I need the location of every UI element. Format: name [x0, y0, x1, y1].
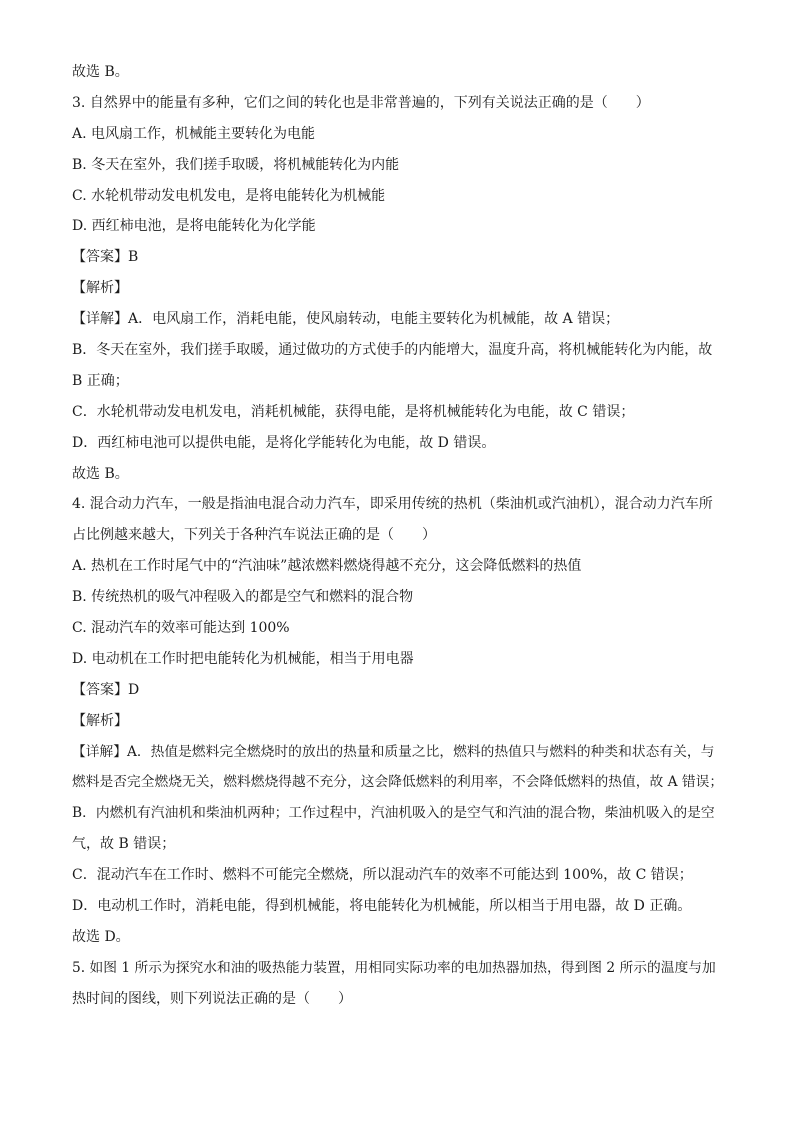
detail-line: C．水轮机带动发电机发电，消耗机械能，获得电能，是将机械能转化为电能，故 C 错误；	[72, 403, 635, 420]
question-4-stem: 占比例越来越大，下列关于各种汽车说法正确的是（ ）	[72, 527, 436, 544]
answer-label: 【答案】D	[72, 681, 140, 698]
text-line: 故选 B。	[72, 64, 129, 80]
answer-label: 【答案】B	[72, 249, 139, 266]
detail-line: B．冬天在室外，我们搓手取暖，通过做功的方式使手的内能增大，温度升高，将机械能转化为内能，故	[72, 342, 713, 359]
question-5-stem: 热时间的图线，则下列说法正确的是（ ）	[72, 990, 352, 1007]
question-4-option-c: C. 混动汽车的效率可能达到 100%	[72, 620, 290, 637]
question-3-stem: 3. 自然界中的能量有多种，它们之间的转化也是非常普遍的，下列有关说法正确的是（ ）	[72, 94, 650, 111]
question-4-option-b: B. 传统热机的吸气冲程吸入的都是空气和燃料的混合物	[72, 589, 414, 606]
question-3-option-a: A. 电风扇工作，机械能主要转化为电能	[72, 125, 316, 142]
detail-line: 气，故 B 错误；	[72, 836, 176, 853]
detail-line: D．西红柿电池可以提供电能，是将化学能转化为电能，故 D 错误。	[72, 434, 496, 451]
question-3-option-b: B. 冬天在室外，我们搓手取暖，将机械能转化为内能	[72, 156, 400, 173]
question-4-option-d: D. 电动机在工作时把电能转化为机械能，相当于用电器	[72, 650, 414, 667]
text-line: 故选 B。	[72, 465, 129, 482]
text-line: 故选 D。	[72, 928, 130, 945]
detail-line: 燃料是否完全燃烧无关，燃料燃烧得越不充分，这会降低燃料的利用率，不会降低燃料的热值，故 A 错误；	[72, 774, 724, 791]
question-4-stem: 4. 混合动力汽车，一般是指油电混合动力汽车，即采用传统的热机（柴油机或汽油机），混合动力汽车所	[72, 496, 713, 513]
analysis-label: 【解析】	[72, 280, 128, 297]
detail-line: C．混动汽车在工作时、燃料不可能完全燃烧，所以混动汽车的效率不可能达到 100%，故 C 错误；	[72, 867, 693, 884]
question-4-option-a: A. 热机在工作时尾气中的“汽油味”越浓燃料燃烧得越不充分，这会降低燃料的热值	[72, 558, 582, 575]
question-5-stem: 5. 如图 1 所示为探究水和油的吸热能力装置，用相同实际功率的电加热器加热，得到图 2 所示的温度与加	[72, 959, 716, 976]
detail-line: B．内燃机有汽油机和柴油机两种；工作过程中，汽油机吸入的是空气和汽油的混合物，柴油机吸入的是空	[72, 805, 715, 822]
question-3-option-c: C. 水轮机带动发电机发电，是将电能转化为机械能	[72, 187, 386, 204]
detail-line: 【详解】A．热值是燃料完全燃烧时的放出的热量和质量之比，燃料的热值只与燃料的种类和状态有关，与	[72, 743, 715, 760]
question-3-option-d: D. 西红柿电池，是将电能转化为化学能	[72, 218, 316, 235]
analysis-label: 【解析】	[72, 712, 128, 729]
detail-line: D．电动机工作时，消耗电能，得到机械能，将电能转化为机械能，所以相当于用电器，故 D 正确。	[72, 898, 692, 915]
detail-line: 【详解】A．电风扇工作，消耗电能，使风扇转动，电能主要转化为机械能，故 A 错误；	[72, 311, 620, 328]
detail-line: B 正确；	[72, 372, 129, 389]
